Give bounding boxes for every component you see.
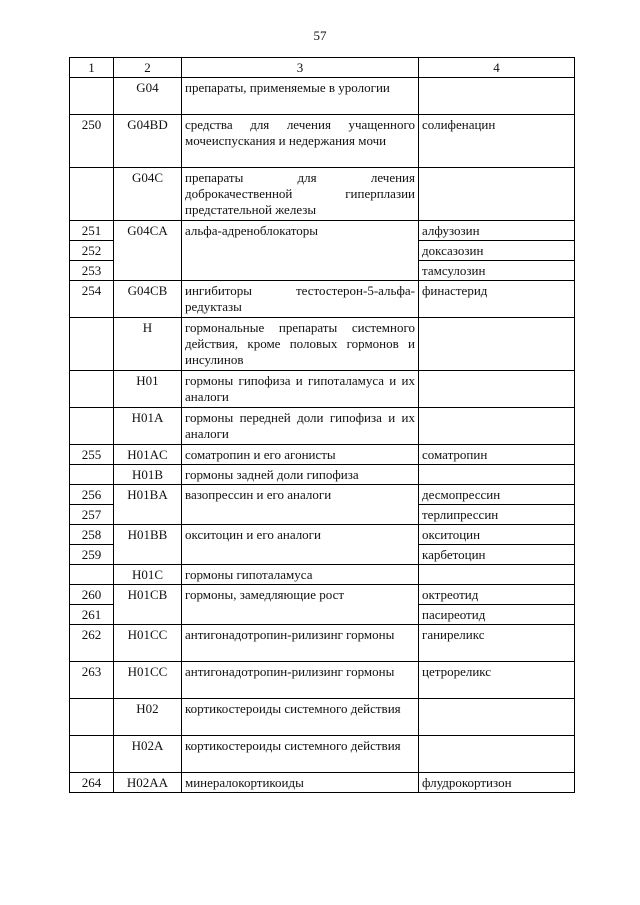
- table-row: [70, 168, 575, 221]
- group-description: кортикостероиды системного действия: [182, 699, 419, 736]
- drug-name: десмопрессин: [419, 485, 575, 505]
- drug-name: доксазозин: [419, 241, 575, 261]
- atc-code: G04C: [114, 168, 182, 221]
- atc-code: H01C: [114, 565, 182, 585]
- group-description: препараты для лечения доброкачественной гиперплазии предстательной железы: [182, 168, 419, 221]
- row-number: 254: [70, 281, 114, 318]
- table-row: [70, 115, 575, 168]
- group-description: окситоцин и его аналоги: [182, 525, 419, 565]
- table-row: [70, 371, 575, 408]
- atc-code: H01CB: [114, 585, 182, 625]
- drug-name: ганиреликс: [419, 625, 575, 662]
- atc-code: H01: [114, 371, 182, 408]
- table-row: [70, 78, 575, 115]
- atc-code: H02AA: [114, 773, 182, 793]
- drug-name: [419, 408, 575, 445]
- drug-name: алфузозин: [419, 221, 575, 241]
- atc-code: H02: [114, 699, 182, 736]
- header-cell-3: 3: [182, 58, 419, 78]
- drug-classification-table: [69, 57, 575, 793]
- table-header-row: [70, 58, 575, 78]
- group-description: гормоны задней доли гипофиза: [182, 465, 419, 485]
- group-description: антигонадотропин-рилизинг гормоны: [182, 625, 419, 662]
- table-row: [70, 485, 575, 505]
- row-number: 262: [70, 625, 114, 662]
- row-number: 260: [70, 585, 114, 605]
- group-description: кортикостероиды системного действия: [182, 736, 419, 773]
- atc-code: H01CC: [114, 625, 182, 662]
- drug-name: тамсулозин: [419, 261, 575, 281]
- drug-name: цетрореликс: [419, 662, 575, 699]
- table-row: [70, 281, 575, 318]
- group-description: вазопрессин и его аналоги: [182, 485, 419, 525]
- row-number: 258: [70, 525, 114, 545]
- drug-name: [419, 736, 575, 773]
- atc-code: H01A: [114, 408, 182, 445]
- atc-code: H02A: [114, 736, 182, 773]
- row-number: 252: [70, 241, 114, 261]
- table-row: [70, 662, 575, 699]
- row-number: [70, 78, 114, 115]
- table-row: [70, 585, 575, 605]
- row-number: [70, 565, 114, 585]
- row-number: [70, 699, 114, 736]
- row-number: 253: [70, 261, 114, 281]
- drug-name: [419, 699, 575, 736]
- group-description: гормоны передней доли гипофиза и их аналоги: [182, 408, 419, 445]
- group-description: гормоны гипофиза и гипоталамуса и их аналоги: [182, 371, 419, 408]
- header-cell-1: 1: [70, 58, 114, 78]
- drug-name: карбетоцин: [419, 545, 575, 565]
- drug-name: финастерид: [419, 281, 575, 318]
- row-number: 259: [70, 545, 114, 565]
- drug-name: октреотид: [419, 585, 575, 605]
- atc-code: G04BD: [114, 115, 182, 168]
- row-number: 263: [70, 662, 114, 699]
- row-number: [70, 465, 114, 485]
- table-row: [70, 465, 575, 485]
- atc-code: G04CB: [114, 281, 182, 318]
- drug-name: соматропин: [419, 445, 575, 465]
- table-row: [70, 565, 575, 585]
- table-row: [70, 445, 575, 465]
- drug-name: [419, 78, 575, 115]
- table-row: [70, 525, 575, 545]
- atc-code: H01BB: [114, 525, 182, 565]
- row-number: 264: [70, 773, 114, 793]
- atc-code: H01BA: [114, 485, 182, 525]
- atc-code: G04: [114, 78, 182, 115]
- group-description: минералокортикоиды: [182, 773, 419, 793]
- group-description: гормоны гипоталамуса: [182, 565, 419, 585]
- drug-name: флудрокортизон: [419, 773, 575, 793]
- group-description: гормоны, замедляющие рост: [182, 585, 419, 625]
- drug-name: терлипрессин: [419, 505, 575, 525]
- table-row: [70, 408, 575, 445]
- table-row: [70, 699, 575, 736]
- drug-name: [419, 168, 575, 221]
- drug-name: [419, 318, 575, 371]
- drug-name: [419, 565, 575, 585]
- drug-name: [419, 465, 575, 485]
- table-row: [70, 625, 575, 662]
- table-row: [70, 736, 575, 773]
- group-description: антигонадотропин-рилизинг гормоны: [182, 662, 419, 699]
- table-body: [70, 58, 575, 793]
- row-number: [70, 408, 114, 445]
- row-number: 256: [70, 485, 114, 505]
- atc-code: H: [114, 318, 182, 371]
- header-cell-4: 4: [419, 58, 575, 78]
- drug-name: [419, 371, 575, 408]
- atc-code: H01AC: [114, 445, 182, 465]
- row-number: 261: [70, 605, 114, 625]
- group-description: препараты, применяемые в урологии: [182, 78, 419, 115]
- row-number: 255: [70, 445, 114, 465]
- row-number: [70, 736, 114, 773]
- group-description: соматропин и его агонисты: [182, 445, 419, 465]
- row-number: 257: [70, 505, 114, 525]
- drug-name: солифенацин: [419, 115, 575, 168]
- atc-code: H01CC: [114, 662, 182, 699]
- row-number: 250: [70, 115, 114, 168]
- row-number: [70, 371, 114, 408]
- header-cell-2: 2: [114, 58, 182, 78]
- atc-code: G04CA: [114, 221, 182, 281]
- page-number: 57: [313, 28, 327, 43]
- atc-code: H01B: [114, 465, 182, 485]
- row-number: 251: [70, 221, 114, 241]
- row-number: [70, 168, 114, 221]
- table-row: [70, 318, 575, 371]
- table-row: [70, 221, 575, 241]
- row-number: [70, 318, 114, 371]
- drug-name: пасиреотид: [419, 605, 575, 625]
- drug-name: окситоцин: [419, 525, 575, 545]
- group-description: средства для лечения учащенного мочеиспускания и недержания мочи: [182, 115, 419, 168]
- table-row: [70, 773, 575, 793]
- group-description: гормональные препараты системного действия, кроме половых гормонов и инсулинов: [182, 318, 419, 371]
- group-description: ингибиторы тестостерон-5-альфа-редуктазы: [182, 281, 419, 318]
- group-description: альфа-адреноблокаторы: [182, 221, 419, 281]
